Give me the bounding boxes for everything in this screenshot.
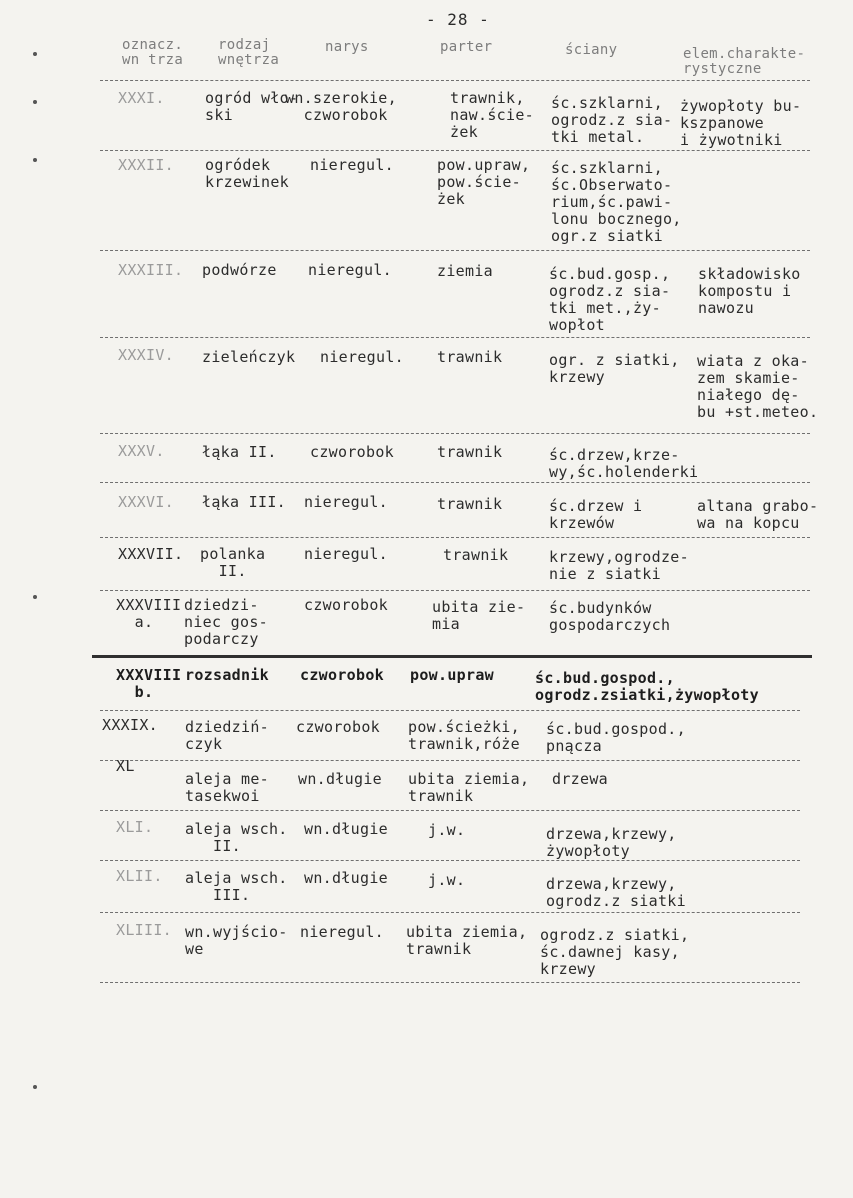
row-rodzaj: ogródek krzewinek xyxy=(205,156,289,191)
row-elem: altana grabo- wa na kopcu xyxy=(697,497,819,532)
row-id: XXXVIII a. xyxy=(116,596,182,631)
row-elem: składowisko kompostu i nawozu xyxy=(698,265,801,317)
row-rodzaj: rozsadnik xyxy=(185,666,269,684)
row-divider xyxy=(100,150,810,151)
row-narys: czworobok xyxy=(310,443,394,461)
row-parter: trawnik xyxy=(437,443,503,461)
row-id: XXXIX. xyxy=(102,716,158,734)
row-rodzaj: łąka III. xyxy=(202,493,286,511)
row-narys: wn.długie xyxy=(304,869,388,887)
row-narys: nieregul. xyxy=(308,261,392,279)
row-sciany: śc.drzew i krzewów xyxy=(549,497,643,532)
row-rodzaj: aleja wsch. III. xyxy=(185,869,288,904)
row-rodzaj: dziedzi- niec gos- podarczy xyxy=(184,596,268,648)
row-narys: czworobok xyxy=(304,596,388,614)
row-divider xyxy=(100,810,800,811)
row-divider xyxy=(100,250,810,251)
header-parter: parter xyxy=(440,39,493,55)
row-elem: wiata z oka- zem skamie- niałego dę- bu +st.meteo. xyxy=(697,352,819,421)
row-divider xyxy=(100,590,810,591)
row-rodzaj: łąka II. xyxy=(202,443,277,461)
punch-hole-mark xyxy=(33,100,37,104)
row-id: XXXVII. xyxy=(118,545,184,563)
row-sciany: śc.drzew,krze- wy,śc.holenderki xyxy=(549,446,699,481)
page-number: - 28 - xyxy=(426,10,490,29)
punch-hole-mark xyxy=(33,158,37,162)
row-rodzaj: ogród wło- ski xyxy=(205,89,299,124)
row-id: XXXIV. xyxy=(118,346,174,364)
row-id: XLII. xyxy=(116,867,163,885)
row-parter: pow.upraw xyxy=(410,666,494,684)
row-divider xyxy=(100,482,810,483)
row-narys: nieregul. xyxy=(310,156,394,174)
row-id: XLIII. xyxy=(116,921,172,939)
row-parter: ziemia xyxy=(437,262,493,280)
row-id: XL xyxy=(116,757,135,775)
row-sciany: śc.szklarni, śc.Obserwato- rium,śc.pawi- lonu bocznego, ogr.z siatki xyxy=(551,159,682,245)
row-id: XXXVI. xyxy=(118,493,174,511)
row-rodzaj: aleja me- tasekwoi xyxy=(185,770,269,805)
row-narys: nieregul. xyxy=(304,545,388,563)
row-sciany: śc.bud.gospod., pnącza xyxy=(546,720,686,755)
header-narys: narys xyxy=(325,39,369,55)
row-parter: trawnik xyxy=(443,546,509,564)
row-sciany: ogrodz.z siatki, śc.dawnej kasy, krzewy xyxy=(540,926,690,978)
row-divider xyxy=(92,655,812,658)
row-divider xyxy=(100,760,800,761)
header-oznacz: oznacz. wn trza xyxy=(122,37,184,68)
header-rodzaj: rodzaj wnętrza xyxy=(218,37,280,68)
row-sciany: śc.budynków gospodarczych xyxy=(549,599,671,634)
row-elem: żywopłoty bu- kszpanowe i żywotniki xyxy=(680,97,802,149)
row-rodzaj: wn.wyjścio- we xyxy=(185,923,288,958)
row-parter: ubita zie- mia xyxy=(432,598,526,633)
row-id: XXXVIII b. xyxy=(116,666,182,701)
row-divider xyxy=(100,860,800,861)
row-parter: j.w. xyxy=(428,821,466,839)
row-parter: j.w. xyxy=(428,871,466,889)
row-narys: nieregul. xyxy=(304,493,388,511)
row-divider xyxy=(100,337,810,338)
row-sciany: śc.bud.gosp., ogrodz.z sia- tki met.,ży- wopłot xyxy=(549,265,671,334)
row-id: XXXI. xyxy=(118,89,165,107)
row-id: XXXV. xyxy=(118,442,165,460)
row-rodzaj: podwórze xyxy=(202,261,277,279)
row-parter: trawnik xyxy=(437,495,503,513)
row-sciany: drzewa,krzewy, żywopłoty xyxy=(546,825,677,860)
row-rodzaj: dziedziń- czyk xyxy=(185,718,269,753)
row-id: XXXII. xyxy=(118,156,174,174)
row-parter: ubita ziemia, trawnik xyxy=(406,923,528,958)
row-narys: czworobok xyxy=(296,718,380,736)
row-rodzaj: zieleńczyk xyxy=(202,348,296,366)
row-sciany: ogr. z siatki, krzewy xyxy=(549,351,680,386)
row-parter: pow.ścieżki, trawnik,róże xyxy=(408,718,520,753)
punch-hole-mark xyxy=(33,52,37,56)
punch-hole-mark xyxy=(33,1085,37,1089)
header-sciany: ściany xyxy=(565,42,618,58)
row-sciany: drzewa xyxy=(552,770,608,788)
row-sciany: drzewa,krzewy, ogrodz.z siatki xyxy=(546,875,686,910)
row-narys: wn.długie xyxy=(304,820,388,838)
header-elem: elem.charakte- rystyczne xyxy=(683,46,806,77)
row-divider xyxy=(100,710,800,711)
row-parter: pow.upraw, pow.ście- żek xyxy=(437,156,531,208)
row-parter: trawnik, naw.ście- żek xyxy=(450,89,534,141)
row-narys: wn.szerokie, czworobok xyxy=(285,89,397,124)
row-sciany: śc.szklarni, ogrodz.z sia- tki metal. xyxy=(551,94,673,146)
row-narys: nieregul. xyxy=(300,923,384,941)
row-sciany: krzewy,ogrodze- nie z siatki xyxy=(549,548,689,583)
row-divider xyxy=(100,537,810,538)
row-rodzaj: aleja wsch. II. xyxy=(185,820,288,855)
row-divider xyxy=(100,433,810,434)
row-id: XXXIII. xyxy=(118,261,184,279)
row-narys: nieregul. xyxy=(320,348,404,366)
row-parter: ubita ziemia, trawnik xyxy=(408,770,530,805)
row-sciany: śc.bud.gospod., ogrodz.zsiatki,żywopłoty xyxy=(535,669,759,704)
row-narys: wn.długie xyxy=(298,770,382,788)
row-id: XLI. xyxy=(116,818,154,836)
row-divider xyxy=(100,982,800,983)
punch-hole-mark xyxy=(33,595,37,599)
row-parter: trawnik xyxy=(437,348,503,366)
row-rodzaj: polanka II. xyxy=(200,545,266,580)
row-divider xyxy=(100,912,800,913)
row-narys: czworobok xyxy=(300,666,384,684)
header-divider xyxy=(100,80,810,81)
